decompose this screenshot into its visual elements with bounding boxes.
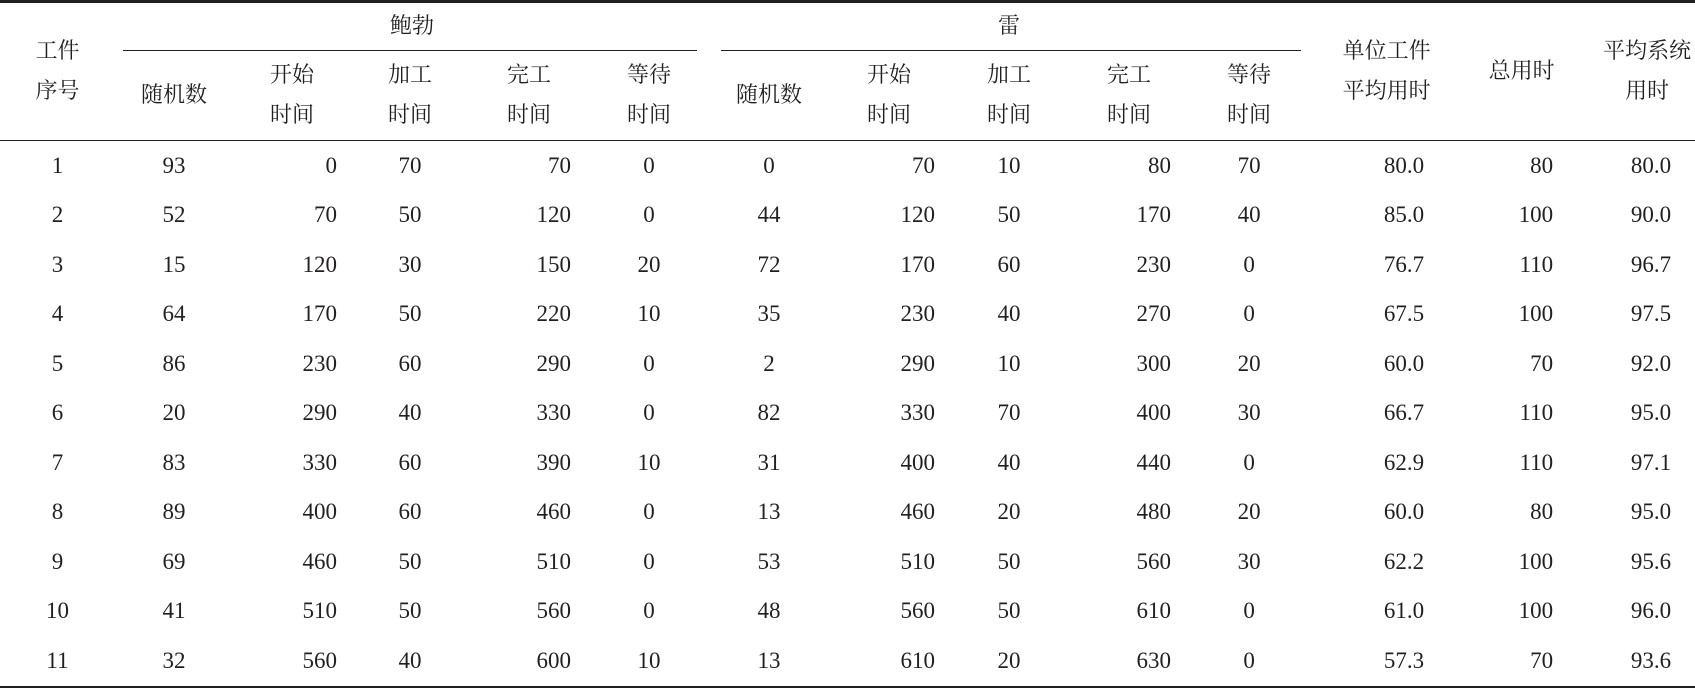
cell-lei-wait: 20 xyxy=(1237,350,1261,376)
cell-lei-random: 82 xyxy=(757,400,781,426)
cell-lei-random: 53 xyxy=(757,548,781,574)
cell-lei-start: 400 xyxy=(900,449,936,475)
cell-lei-process: 10 xyxy=(997,350,1021,376)
cell-bob-complete: 70 xyxy=(548,152,571,178)
cell-bob-random: 83 xyxy=(162,449,186,475)
table-row xyxy=(0,438,1695,488)
cell-avg-per-job: 76.7 xyxy=(1383,251,1425,277)
cell-lei-complete: 440 xyxy=(1136,449,1172,475)
table-row xyxy=(0,587,1695,637)
header-bob-start: 开始 时间 xyxy=(233,51,351,141)
header-row-top xyxy=(0,2,1695,52)
cell-bob-random: 32 xyxy=(115,636,233,687)
cell-avg-system-time: 95.0 xyxy=(1630,400,1672,426)
cell-bob-random: 93 xyxy=(162,152,186,178)
header-bob-process: 加工 时间 xyxy=(351,51,469,141)
cell-bob-process: 30 xyxy=(398,251,422,277)
cell-avg-per-job: 62.9 xyxy=(1383,449,1425,475)
cell-bob-start: 230 xyxy=(302,350,337,376)
cell-avg-per-job: 80.0 xyxy=(1383,152,1425,178)
cell-avg-system-time: 92.0 xyxy=(1630,350,1672,376)
table-body xyxy=(0,141,1695,687)
table-row xyxy=(0,191,1695,241)
cell-lei-wait: 0 xyxy=(1189,636,1309,687)
cell-bob-complete: 390 xyxy=(536,449,571,475)
cell-bob-process: 60 xyxy=(398,499,422,525)
cell-lei-random: 48 xyxy=(757,598,781,624)
cell-lei-random: 13 xyxy=(709,636,829,687)
cell-bob-complete: 510 xyxy=(536,548,571,574)
cell-lei-process: 50 xyxy=(997,202,1021,228)
header-lei-complete: 完工 时间 xyxy=(1069,51,1189,141)
cell-bob-wait: 0 xyxy=(643,350,655,376)
cell-job: 11 xyxy=(0,636,115,687)
cell-bob-process: 60 xyxy=(398,449,422,475)
cell-lei-random: 35 xyxy=(757,301,781,327)
header-lei-wait: 等待 时间 xyxy=(1189,51,1309,141)
cell-lei-wait: 0 xyxy=(1243,251,1255,277)
cell-avg-system-time: 96.7 xyxy=(1630,251,1672,277)
cell-job: 10 xyxy=(46,598,69,624)
cell-total-time: 110 xyxy=(1519,400,1554,426)
cell-bob-complete: 290 xyxy=(536,350,571,376)
cell-lei-start: 460 xyxy=(900,499,936,525)
cell-avg-system-time: 95.0 xyxy=(1630,499,1672,525)
cell-total-time: 110 xyxy=(1519,449,1554,475)
cell-bob-complete: 460 xyxy=(536,499,571,525)
cell-lei-start: 510 xyxy=(900,548,936,574)
table-row xyxy=(0,290,1695,340)
cell-bob-wait: 0 xyxy=(643,152,655,178)
cell-bob-wait: 0 xyxy=(643,548,655,574)
cell-bob-start: 70 xyxy=(314,202,337,228)
cell-bob-complete: 330 xyxy=(536,400,571,426)
cell-lei-process: 60 xyxy=(997,251,1021,277)
cell-bob-process: 40 xyxy=(351,636,469,687)
cell-lei-process: 50 xyxy=(997,598,1021,624)
cell-bob-wait: 0 xyxy=(643,202,655,228)
cell-bob-start: 330 xyxy=(302,449,337,475)
cell-lei-complete: 80 xyxy=(1148,152,1172,178)
header-lei-process: 加工 时间 xyxy=(949,51,1069,141)
cell-bob-wait: 10 xyxy=(589,636,709,687)
cell-lei-start: 560 xyxy=(900,598,936,624)
cell-bob-random: 20 xyxy=(162,400,186,426)
cell-lei-start: 70 xyxy=(912,152,936,178)
cell-lei-complete: 610 xyxy=(1136,598,1172,624)
cell-avg-system-time: 90.0 xyxy=(1630,202,1672,228)
cell-job: 2 xyxy=(51,202,64,228)
cell-bob-random: 86 xyxy=(162,350,186,376)
header-avg-system-time: 平均系统 用时 xyxy=(1579,2,1695,141)
cell-avg-system-time: 96.0 xyxy=(1630,598,1672,624)
cell-bob-wait: 0 xyxy=(643,598,655,624)
cell-lei-start: 120 xyxy=(900,202,936,228)
table-row xyxy=(0,240,1695,290)
cell-bob-complete: 600 xyxy=(469,636,589,687)
cell-lei-process: 50 xyxy=(997,548,1021,574)
cell-bob-wait: 0 xyxy=(643,400,655,426)
header-job-number: 工件 序号 xyxy=(0,2,115,141)
cell-bob-complete: 150 xyxy=(536,251,571,277)
cell-avg-system-time: 93.6 xyxy=(1579,636,1695,687)
cell-lei-start: 610 xyxy=(829,636,949,687)
cell-lei-complete: 270 xyxy=(1136,301,1172,327)
table-row xyxy=(0,339,1695,389)
cell-total-time: 100 xyxy=(1518,301,1554,327)
cell-lei-process: 40 xyxy=(997,449,1021,475)
cell-bob-start: 460 xyxy=(302,548,337,574)
cell-lei-process: 20 xyxy=(949,636,1069,687)
cell-job: 8 xyxy=(51,499,64,525)
cell-bob-start: 560 xyxy=(233,636,351,687)
cell-lei-random: 44 xyxy=(757,202,781,228)
cell-lei-complete: 480 xyxy=(1136,499,1172,525)
cell-lei-wait: 0 xyxy=(1243,449,1255,475)
table-row xyxy=(0,537,1695,587)
cell-lei-complete: 560 xyxy=(1136,548,1172,574)
cell-bob-start: 400 xyxy=(302,499,337,525)
cell-job: 9 xyxy=(51,548,64,574)
cell-bob-process: 60 xyxy=(398,350,422,376)
cell-lei-process: 10 xyxy=(997,152,1021,178)
cell-job: 5 xyxy=(51,350,64,376)
cell-avg-per-job: 67.5 xyxy=(1383,301,1425,327)
header-lei-start: 开始 时间 xyxy=(829,51,949,141)
cell-lei-start: 330 xyxy=(900,400,936,426)
cell-lei-wait: 20 xyxy=(1237,499,1261,525)
cell-avg-per-job: 60.0 xyxy=(1383,499,1425,525)
cell-lei-wait: 0 xyxy=(1243,301,1255,327)
header-avg-per-job: 单位工件 平均用时 xyxy=(1309,2,1464,141)
cell-total-time: 80 xyxy=(1530,499,1554,525)
cell-bob-random: 69 xyxy=(162,548,186,574)
cell-total-time: 70 xyxy=(1464,636,1579,687)
cell-bob-random: 15 xyxy=(162,251,186,277)
cell-total-time: 100 xyxy=(1518,598,1554,624)
header-group-bob: 鲍勃 xyxy=(115,2,709,52)
cell-lei-process: 70 xyxy=(997,400,1021,426)
cell-job: 7 xyxy=(51,449,64,475)
cell-lei-wait: 0 xyxy=(1243,598,1255,624)
cell-lei-start: 230 xyxy=(900,301,936,327)
cell-bob-wait: 10 xyxy=(637,449,661,475)
cell-bob-process: 40 xyxy=(398,400,422,426)
cell-bob-start: 290 xyxy=(302,400,337,426)
cell-lei-wait: 70 xyxy=(1237,152,1261,178)
cell-lei-start: 290 xyxy=(900,350,936,376)
cell-avg-system-time: 97.5 xyxy=(1630,301,1672,327)
cell-lei-complete: 630 xyxy=(1069,636,1189,687)
cell-lei-random: 72 xyxy=(757,251,781,277)
cell-total-time: 80 xyxy=(1530,152,1554,178)
cell-bob-random: 89 xyxy=(162,499,186,525)
cell-lei-random: 31 xyxy=(757,449,781,475)
cell-bob-start: 0 xyxy=(325,152,337,178)
cell-job: 4 xyxy=(51,301,64,327)
cell-total-time: 70 xyxy=(1530,350,1554,376)
cell-lei-process: 20 xyxy=(997,499,1021,525)
cell-bob-wait: 0 xyxy=(643,499,655,525)
cell-bob-process: 50 xyxy=(398,598,422,624)
header-lei-random: 随机数 xyxy=(709,51,829,141)
cell-lei-start: 170 xyxy=(900,251,936,277)
cell-lei-random: 2 xyxy=(763,350,775,376)
header-bob-random: 随机数 xyxy=(115,51,233,141)
cell-avg-system-time: 97.1 xyxy=(1630,449,1672,475)
cell-lei-complete: 170 xyxy=(1136,202,1172,228)
cell-bob-start: 120 xyxy=(302,251,337,277)
cell-bob-start: 170 xyxy=(302,301,337,327)
cell-lei-random: 0 xyxy=(763,152,775,178)
cell-avg-per-job: 62.2 xyxy=(1383,548,1425,574)
cell-lei-process: 40 xyxy=(997,301,1021,327)
header-group-lei: 雷 xyxy=(709,2,1309,52)
cell-bob-process: 50 xyxy=(398,202,422,228)
cell-avg-per-job: 60.0 xyxy=(1383,350,1425,376)
cell-total-time: 100 xyxy=(1518,548,1554,574)
cell-job: 3 xyxy=(51,251,64,277)
header-bob-wait: 等待 时间 xyxy=(589,51,709,141)
cell-lei-random: 13 xyxy=(757,499,781,525)
cell-avg-per-job: 61.0 xyxy=(1383,598,1425,624)
table-row xyxy=(0,488,1695,538)
table-row xyxy=(0,141,1695,191)
cell-bob-wait: 20 xyxy=(637,251,661,277)
table-row xyxy=(0,389,1695,439)
cell-bob-complete: 220 xyxy=(536,301,571,327)
cell-lei-complete: 300 xyxy=(1136,350,1172,376)
cell-lei-wait: 40 xyxy=(1237,202,1261,228)
cell-total-time: 110 xyxy=(1519,251,1554,277)
cell-bob-random: 41 xyxy=(162,598,186,624)
header-bob-complete: 完工 时间 xyxy=(469,51,589,141)
header-total-time: 总用时 xyxy=(1464,2,1579,141)
cell-bob-random: 52 xyxy=(162,202,186,228)
cell-bob-random: 64 xyxy=(162,301,186,327)
cell-job: 6 xyxy=(51,400,64,426)
cell-bob-process: 50 xyxy=(398,301,422,327)
cell-avg-system-time: 95.6 xyxy=(1630,548,1672,574)
cell-total-time: 100 xyxy=(1518,202,1554,228)
cell-lei-complete: 400 xyxy=(1136,400,1172,426)
cell-bob-wait: 10 xyxy=(637,301,661,327)
cell-avg-per-job: 85.0 xyxy=(1383,202,1425,228)
cell-avg-per-job: 66.7 xyxy=(1383,400,1425,426)
cell-avg-system-time: 80.0 xyxy=(1630,152,1672,178)
cell-bob-complete: 120 xyxy=(536,202,571,228)
cell-lei-wait: 30 xyxy=(1237,400,1261,426)
cell-bob-start: 510 xyxy=(302,598,337,624)
cell-bob-process: 70 xyxy=(398,152,422,178)
cell-bob-process: 50 xyxy=(398,548,422,574)
cell-avg-per-job: 57.3 xyxy=(1309,636,1464,687)
cell-job: 1 xyxy=(51,152,64,178)
table-row xyxy=(0,636,1695,687)
cell-lei-complete: 230 xyxy=(1136,251,1172,277)
cell-lei-wait: 30 xyxy=(1237,548,1261,574)
cell-bob-complete: 560 xyxy=(536,598,571,624)
